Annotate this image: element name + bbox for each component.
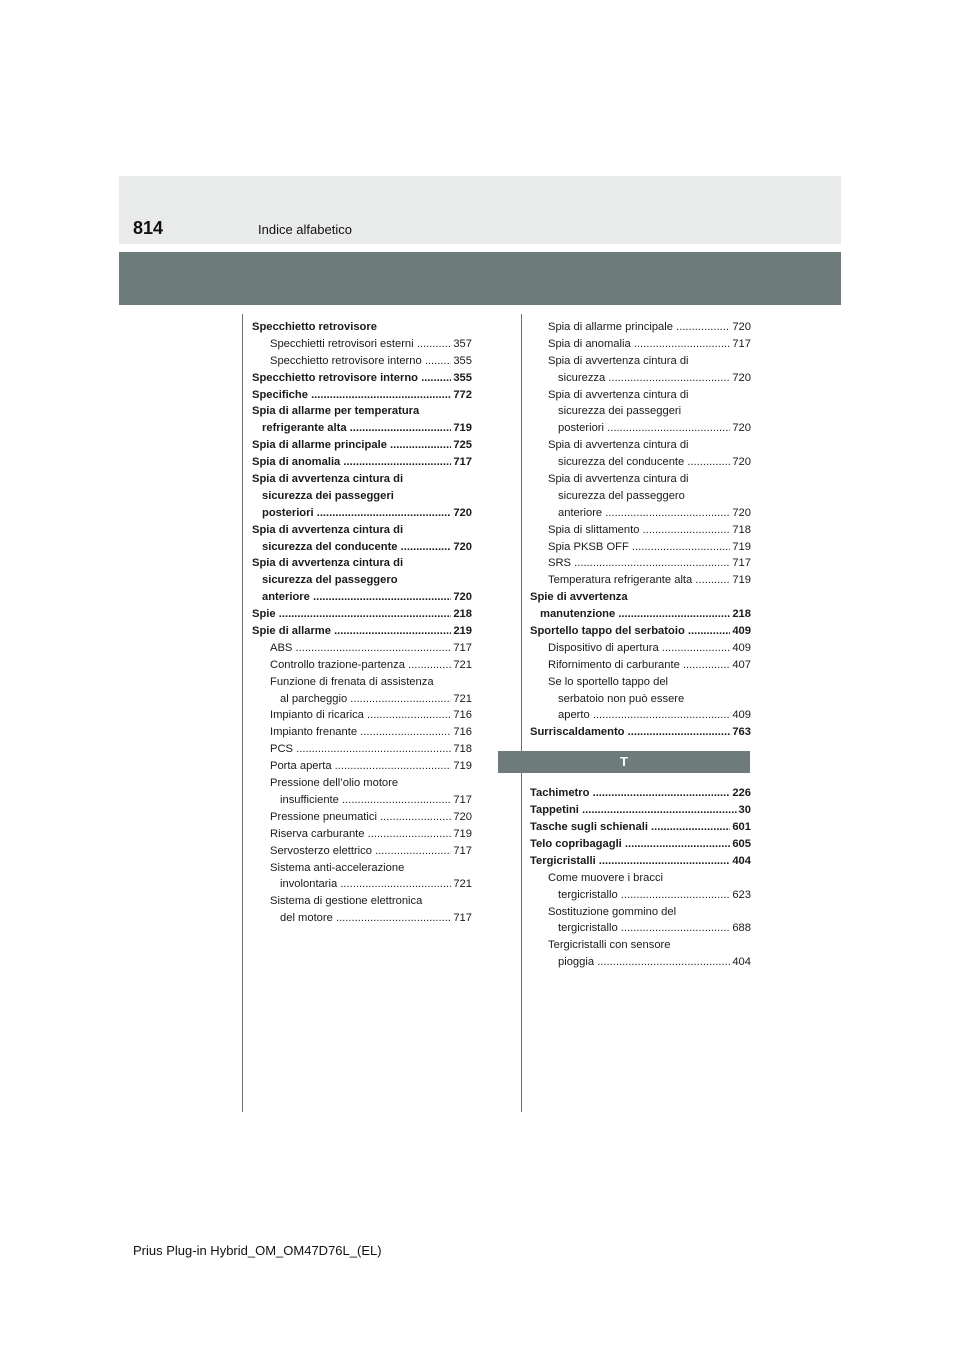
index-entry-text: Sostituzione gommino del bbox=[548, 905, 677, 918]
index-entry-page[interactable]: 30 bbox=[737, 802, 751, 819]
index-entry-text: Spia di anomalia ..... bbox=[548, 336, 751, 353]
index-entry bbox=[530, 691, 751, 708]
index-entry-page[interactable]: 355 bbox=[451, 370, 472, 387]
index-entry-text: Specifiche ..... bbox=[252, 387, 472, 404]
index-entry bbox=[530, 353, 751, 370]
index-entry-text: ABS ..... bbox=[270, 640, 472, 657]
index-entry bbox=[530, 319, 751, 336]
index-entry-text: involontaria ..... bbox=[280, 876, 472, 893]
index-entry bbox=[252, 893, 472, 910]
index-entry-text: posteriori ..... bbox=[558, 420, 751, 437]
index-entry-page[interactable]: 720 bbox=[451, 589, 472, 606]
index-entry-page[interactable]: 601 bbox=[730, 819, 751, 836]
index-entry bbox=[252, 826, 472, 843]
index-entry-text: Spia di allarme principale ..... bbox=[252, 437, 472, 454]
index-entry bbox=[530, 505, 751, 522]
index-entry bbox=[530, 920, 751, 937]
index-entry bbox=[530, 870, 751, 887]
document-code: Prius Plug-in Hybrid_OM_OM47D76L_(EL) bbox=[133, 1243, 382, 1258]
index-column-left bbox=[252, 319, 472, 927]
index-entry bbox=[252, 505, 472, 522]
index-entry-page[interactable]: 717 bbox=[451, 910, 472, 927]
index-entry-page[interactable]: 719 bbox=[730, 539, 751, 556]
index-entry-text: Spie di allarme ..... bbox=[252, 623, 472, 640]
index-entry-text: Porta aperta ..... bbox=[270, 758, 472, 775]
index-entry-page[interactable]: 218 bbox=[730, 606, 751, 623]
index-entry-text: SRS ..... bbox=[548, 555, 751, 572]
index-entry-page[interactable]: 409 bbox=[730, 623, 751, 640]
index-entry-text: Pressione pneumatici ..... bbox=[270, 809, 472, 826]
index-entry-page[interactable]: 355 bbox=[451, 353, 472, 370]
index-entry-text: Spia di anomalia ..... bbox=[252, 454, 472, 471]
index-entry bbox=[530, 572, 751, 589]
index-entry bbox=[530, 539, 751, 556]
index-entry-text: Specchietto retrovisore interno ..... bbox=[270, 353, 472, 370]
index-entry bbox=[530, 370, 751, 387]
index-entry-text: serbatoio non può essere bbox=[558, 692, 685, 705]
index-entry-text: tergicristallo ..... bbox=[558, 887, 751, 904]
index-entry-page[interactable]: 716 bbox=[451, 724, 472, 741]
index-entry-text: Temperatura refrigerante alta ..... bbox=[548, 572, 751, 589]
index-entry-page[interactable]: 720 bbox=[730, 420, 751, 437]
index-entry-page[interactable]: 720 bbox=[730, 319, 751, 336]
index-entry-text: sicurezza del conducente ..... bbox=[262, 539, 472, 556]
index-entry-text: Telo copribagagli ..... bbox=[530, 836, 751, 853]
index-entry bbox=[252, 741, 472, 758]
index-entry-page[interactable]: 720 bbox=[730, 454, 751, 471]
index-entry-page[interactable]: 720 bbox=[730, 505, 751, 522]
index-entry bbox=[252, 691, 472, 708]
index-column-right bbox=[530, 319, 751, 971]
index-entry bbox=[252, 387, 472, 404]
index-entry-page[interactable]: 605 bbox=[730, 836, 751, 853]
index-entry bbox=[252, 792, 472, 809]
index-entry-text: Spia di avvertenza cintura di bbox=[548, 473, 689, 486]
index-entry-text: sicurezza dei passeggeri bbox=[262, 489, 394, 502]
index-entry bbox=[530, 657, 751, 674]
column-divider-left bbox=[242, 314, 243, 1112]
index-entry bbox=[530, 819, 751, 836]
index-entry-text: Spia di avvertenza cintura di bbox=[252, 523, 404, 536]
index-entry-page[interactable]: 717 bbox=[451, 454, 472, 471]
index-entry-text: Spia di avvertenza cintura di bbox=[548, 388, 689, 401]
index-entry bbox=[252, 488, 472, 505]
index-entry bbox=[252, 319, 472, 336]
index-entry bbox=[252, 657, 472, 674]
index-entry-text: pioggia ..... bbox=[558, 954, 751, 971]
index-entry bbox=[252, 640, 472, 657]
index-entry bbox=[530, 707, 751, 724]
index-entry-text: Tergicristalli ..... bbox=[530, 853, 751, 870]
index-entry bbox=[252, 589, 472, 606]
index-entry bbox=[252, 674, 472, 691]
index-entry-text: Tachimetro ..... bbox=[530, 785, 751, 802]
index-entry bbox=[530, 471, 751, 488]
index-entry-page[interactable]: 407 bbox=[730, 657, 751, 674]
index-entry-page[interactable]: 721 bbox=[451, 657, 472, 674]
index-entry-text: aperto ..... bbox=[558, 707, 751, 724]
index-entry-page[interactable]: 717 bbox=[451, 640, 472, 657]
index-entry-text: Come muovere i bracci bbox=[548, 871, 664, 884]
index-entry bbox=[252, 843, 472, 860]
index-entry-text: Tasche sugli schienali ..... bbox=[530, 819, 751, 836]
index-entry bbox=[252, 454, 472, 471]
page-number: 814 bbox=[133, 218, 164, 238]
index-entry bbox=[530, 589, 751, 606]
index-entry-page[interactable]: 719 bbox=[451, 420, 472, 437]
index-entry-text: sicurezza del passeggero bbox=[558, 489, 685, 502]
index-entry bbox=[530, 403, 751, 420]
section-title: Indice alfabetico bbox=[258, 222, 352, 237]
index-entry bbox=[530, 954, 751, 971]
index-entry-page[interactable]: 721 bbox=[451, 691, 472, 708]
index-entry bbox=[530, 853, 751, 870]
index-entry bbox=[252, 910, 472, 927]
index-entry-text: Sistema di gestione elettronica bbox=[270, 895, 423, 908]
index-entry-text: Riserva carburante ..... bbox=[270, 826, 472, 843]
letter-heading-t: T bbox=[498, 751, 750, 773]
index-entry-text: Controllo trazione-partenza ..... bbox=[270, 657, 472, 674]
index-entry-text: Spia di allarme principale ..... bbox=[548, 319, 751, 336]
index-entry bbox=[530, 785, 751, 802]
index-entry-text: Surriscaldamento ..... bbox=[530, 724, 751, 741]
index-entry-page[interactable]: 409 bbox=[730, 640, 751, 657]
index-entry-page[interactable]: 218 bbox=[451, 606, 472, 623]
index-entry bbox=[530, 887, 751, 904]
index-entry bbox=[530, 937, 751, 954]
index-entry-text: Pressione dell’olio motore bbox=[270, 777, 399, 790]
index-entry-text: Rifornimento di carburante ..... bbox=[548, 657, 751, 674]
index-entry-text: manutenzione ..... bbox=[540, 606, 751, 623]
index-entry-text: Spie ..... bbox=[252, 606, 472, 623]
index-entry-text: Impianto frenante ..... bbox=[270, 724, 472, 741]
index-entry-text: Spie di avvertenza bbox=[530, 591, 628, 604]
index-entry-text: sicurezza del passeggero bbox=[262, 574, 398, 587]
index-entry bbox=[252, 724, 472, 741]
index-entry-text: Tappetini ..... bbox=[530, 802, 751, 819]
index-entry-page[interactable]: 717 bbox=[451, 792, 472, 809]
index-entry-text: Specchietto retrovisore interno ..... bbox=[252, 370, 472, 387]
index-entry-page[interactable]: 409 bbox=[730, 707, 751, 724]
index-entry-page[interactable]: 717 bbox=[730, 336, 751, 353]
index-entry bbox=[530, 488, 751, 505]
index-entry-text: Impianto di ricarica ..... bbox=[270, 707, 472, 724]
index-entry bbox=[252, 370, 472, 387]
index-entry-text: Tergicristalli con sensore bbox=[548, 939, 671, 952]
index-entry-page[interactable]: 357 bbox=[451, 336, 472, 353]
index-entry-text: posteriori ..... bbox=[262, 505, 472, 522]
index-entry-text: Spia di avvertenza cintura di bbox=[548, 439, 689, 452]
index-entry-page[interactable]: 772 bbox=[451, 387, 472, 404]
index-entry-text: Funzione di frenata di assistenza bbox=[270, 675, 434, 688]
index-entry-page[interactable]: 226 bbox=[730, 785, 751, 802]
index-entry bbox=[530, 640, 751, 657]
index-entry-text: al parcheggio ..... bbox=[280, 691, 472, 708]
index-entry bbox=[530, 336, 751, 353]
index-entry bbox=[252, 471, 472, 488]
index-entry bbox=[252, 606, 472, 623]
index-entry-page[interactable]: 719 bbox=[730, 572, 751, 589]
index-entry-text: Servosterzo elettrico ..... bbox=[270, 843, 472, 860]
index-entry bbox=[530, 904, 751, 921]
index-entry-page[interactable]: 720 bbox=[451, 809, 472, 826]
index-entry-text: Sportello tappo del serbatoio ..... bbox=[530, 623, 751, 640]
index-entry bbox=[252, 860, 472, 877]
index-entry bbox=[530, 454, 751, 471]
index-entry-page[interactable]: 720 bbox=[451, 539, 472, 556]
index-entry bbox=[252, 522, 472, 539]
index-entry-page[interactable]: 623 bbox=[730, 887, 751, 904]
index-entry-text: Spia di allarme per temperatura bbox=[252, 405, 420, 418]
index-entry-text: tergicristallo ..... bbox=[558, 920, 751, 937]
index-entry bbox=[252, 707, 472, 724]
index-entry-page[interactable]: 404 bbox=[730, 853, 751, 870]
index-entry-text: Spia di avvertenza cintura di bbox=[252, 473, 404, 486]
index-entry bbox=[252, 876, 472, 893]
index-entry-text: Specchietti retrovisori esterni ..... bbox=[270, 336, 472, 353]
index-entry-page[interactable]: 720 bbox=[730, 370, 751, 387]
index-entry bbox=[530, 623, 751, 640]
index-entry bbox=[530, 387, 751, 404]
index-entry bbox=[530, 724, 751, 741]
index-entry bbox=[252, 403, 472, 420]
index-entry bbox=[252, 809, 472, 826]
index-entry bbox=[252, 775, 472, 792]
index-entry-page[interactable]: 719 bbox=[451, 758, 472, 775]
index-entry bbox=[530, 674, 751, 691]
index-entry-text: Specchietto retrovisore bbox=[252, 321, 377, 333]
index-entry-text: sicurezza ..... bbox=[558, 370, 751, 387]
index-entry-text: anteriore ..... bbox=[262, 589, 472, 606]
index-entry bbox=[530, 555, 751, 572]
index-entry-page[interactable]: 716 bbox=[451, 707, 472, 724]
index-entry bbox=[252, 758, 472, 775]
index-entry-page[interactable]: 688 bbox=[730, 920, 751, 937]
index-entry-page[interactable]: 718 bbox=[451, 741, 472, 758]
index-entry-page[interactable]: 720 bbox=[451, 505, 472, 522]
header-band bbox=[119, 176, 841, 244]
index-entry-text: PCS ..... bbox=[270, 741, 472, 758]
index-entry-text: insufficiente ..... bbox=[280, 792, 472, 809]
index-entry-text: Se lo sportello tappo del bbox=[548, 675, 669, 688]
index-entry-text: del motore ..... bbox=[280, 910, 472, 927]
index-entry bbox=[530, 836, 751, 853]
index-entry-text: anteriore ..... bbox=[558, 505, 751, 522]
index-entry bbox=[252, 336, 472, 353]
index-entry-page[interactable]: 717 bbox=[451, 843, 472, 860]
index-entry-page[interactable]: 719 bbox=[451, 826, 472, 843]
index-entry-text: sicurezza dei passeggeri bbox=[558, 405, 682, 418]
index-entry-page[interactable]: 717 bbox=[730, 555, 751, 572]
index-group-t bbox=[530, 785, 751, 971]
index-entry bbox=[530, 420, 751, 437]
index-entry bbox=[252, 353, 472, 370]
index-entry-page[interactable]: 404 bbox=[730, 954, 751, 971]
index-entry bbox=[530, 437, 751, 454]
index-entry-page[interactable]: 721 bbox=[451, 876, 472, 893]
column-divider-right bbox=[521, 314, 522, 1112]
index-group-s bbox=[530, 319, 751, 741]
index-entry bbox=[252, 572, 472, 589]
index-entry-text: Sistema anti-accelerazione bbox=[270, 861, 405, 874]
index-entry-text: refrigerante alta ..... bbox=[262, 420, 472, 437]
index-entry-page[interactable]: 718 bbox=[730, 522, 751, 539]
index-entry-text: Spia PKSB OFF ..... bbox=[548, 539, 751, 556]
index-entry bbox=[252, 420, 472, 437]
index-entry-text: Dispositivo di apertura ..... bbox=[548, 640, 751, 657]
index-entry-page[interactable]: 725 bbox=[451, 437, 472, 454]
index-entry bbox=[252, 555, 472, 572]
index-entry-page[interactable]: 219 bbox=[451, 623, 472, 640]
index-entry bbox=[530, 522, 751, 539]
index-entry bbox=[252, 539, 472, 556]
title-bar bbox=[119, 252, 841, 305]
index-entry bbox=[252, 623, 472, 640]
index-entry-text: Spia di avvertenza cintura di bbox=[548, 354, 689, 367]
index-entry-text: sicurezza del conducente ..... bbox=[558, 454, 751, 471]
index-entry bbox=[252, 437, 472, 454]
index-entry-text: Spia di slittamento ..... bbox=[548, 522, 751, 539]
index-entry-page[interactable]: 763 bbox=[730, 724, 751, 741]
index-entry bbox=[530, 802, 751, 819]
index-entry bbox=[530, 606, 751, 623]
index-entry-text: Spia di avvertenza cintura di bbox=[252, 557, 404, 570]
